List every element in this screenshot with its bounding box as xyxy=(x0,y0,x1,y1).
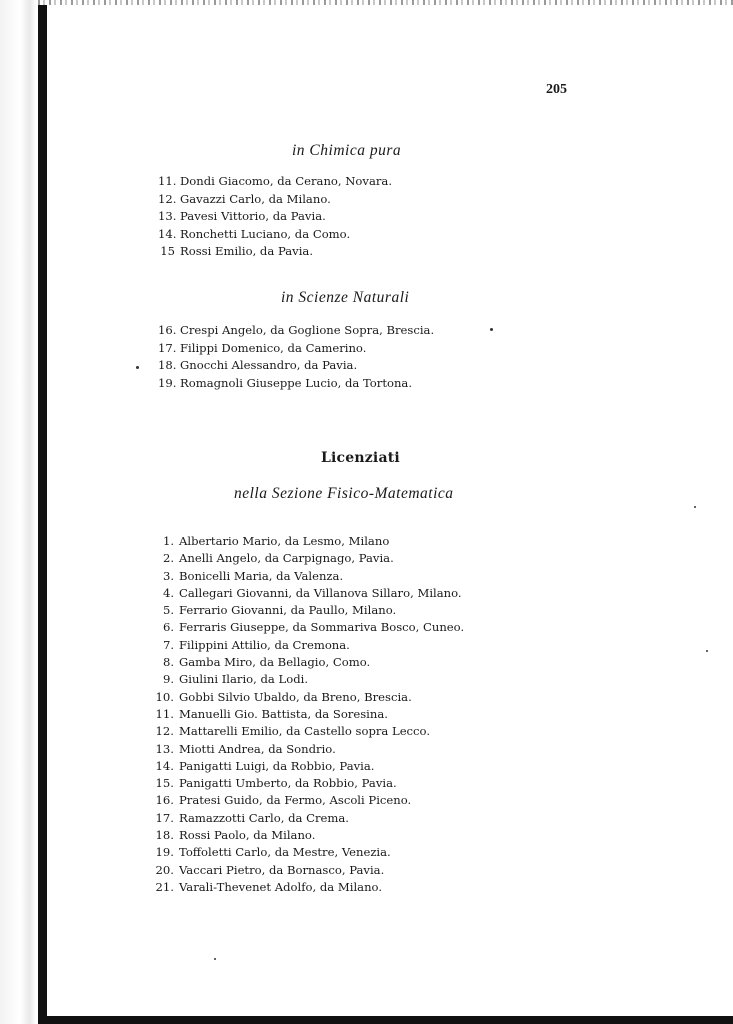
item-text: Dondi Giacomo, da Cerano, Novara. xyxy=(180,174,393,188)
list-item xyxy=(158,173,392,191)
item-number: 11. xyxy=(158,174,177,188)
item-number: 14. xyxy=(158,226,177,241)
list-item xyxy=(150,585,464,602)
licenziati-list xyxy=(150,533,464,896)
list-item xyxy=(150,862,464,879)
item-number: 12. xyxy=(155,724,174,739)
list-item xyxy=(158,208,392,226)
item-number: 13. xyxy=(158,209,177,223)
list-item xyxy=(150,568,464,585)
item-text: Gnocchi Alessandro, da Pavia. xyxy=(180,358,358,372)
item-text: Ferrario Giovanni, da Paullo, Milano. xyxy=(179,603,397,618)
item-text: Ronchetti Luciano, da Como. xyxy=(180,226,351,241)
item-text: Bonicelli Maria, da Valenza. xyxy=(179,568,344,583)
item-number: 16. xyxy=(155,793,174,808)
item-text: Gamba Miro, da Bellagio, Como. xyxy=(179,655,371,670)
item-text: Pavesi Vittorio, da Pavia. xyxy=(180,209,326,223)
section-heading-chimica: in Chimica pura xyxy=(292,142,402,159)
list-item xyxy=(158,357,434,375)
list-item xyxy=(150,619,464,636)
page-binding-edge xyxy=(38,0,47,1024)
list-item xyxy=(158,340,434,358)
item-text: Anelli Angelo, da Carpignago, Pavia. xyxy=(179,551,394,566)
item-number: 9. xyxy=(162,672,174,687)
item-number: 10. xyxy=(155,689,174,704)
item-text: Ramazzotti Carlo, da Crema. xyxy=(179,810,349,825)
item-text: Vaccari Pietro, da Bornasco, Pavia. xyxy=(179,862,385,877)
scienze-list xyxy=(158,322,434,392)
item-number: 14. xyxy=(155,758,174,773)
list-item xyxy=(150,671,464,688)
item-text: Giulini Ilario, da Lodi. xyxy=(179,672,309,687)
item-number: 18. xyxy=(155,828,174,843)
scan-speck xyxy=(214,958,216,960)
item-number: 2. xyxy=(162,551,174,566)
page-top-edge xyxy=(38,0,733,5)
item-text: Crespi Angelo, da Goglione Sopra, Brescia. xyxy=(180,323,435,337)
item-text: Mattarelli Emilio, da Castello sopra Lecco. xyxy=(179,724,431,739)
item-number: 20. xyxy=(155,862,174,877)
item-text: Pratesi Guido, da Fermo, Ascoli Piceno. xyxy=(179,793,412,808)
item-number: 19. xyxy=(155,845,174,860)
list-item xyxy=(150,550,464,567)
scan-speck xyxy=(706,650,708,652)
item-number: 11. xyxy=(155,706,174,721)
list-item xyxy=(150,758,464,775)
item-text: Miotti Andrea, da Sondrio. xyxy=(179,741,336,756)
list-item xyxy=(158,375,434,393)
item-number: 19. xyxy=(158,375,177,390)
list-item xyxy=(158,243,392,261)
list-item xyxy=(150,775,464,792)
licenziati-heading: Licenziati xyxy=(321,450,400,466)
item-number: 5. xyxy=(162,603,174,618)
scan-speck xyxy=(694,506,696,508)
scan-speck xyxy=(136,366,139,369)
item-text: Albertario Mario, da Lesmo, Milano xyxy=(179,534,390,548)
item-number: 1. xyxy=(162,534,174,548)
item-number: 21. xyxy=(155,879,174,894)
list-item xyxy=(150,792,464,809)
item-number: 13. xyxy=(155,741,174,756)
item-number: 18. xyxy=(158,358,177,372)
item-number: 6. xyxy=(162,620,174,635)
item-text: Rossi Emilio, da Pavia. xyxy=(180,244,313,258)
page-bottom-edge xyxy=(38,1016,733,1024)
item-text: Filippi Domenico, da Camerino. xyxy=(180,340,367,355)
item-number: 4. xyxy=(162,585,174,600)
item-number: 15 xyxy=(160,244,175,258)
item-number: 12. xyxy=(158,191,177,206)
list-item xyxy=(150,723,464,740)
list-item xyxy=(150,810,464,827)
list-item xyxy=(150,844,464,861)
item-text: Panigatti Luigi, da Robbio, Pavia. xyxy=(179,758,375,773)
list-item xyxy=(150,879,464,896)
item-text: Manuelli Gio. Battista, da Soresina. xyxy=(179,706,388,721)
list-item xyxy=(150,689,464,706)
scan-speck xyxy=(490,328,493,331)
item-number: 7. xyxy=(162,637,174,652)
list-item xyxy=(150,602,464,619)
item-text: Ferraris Giuseppe, da Sommariva Bosco, Cuneo. xyxy=(179,620,465,635)
page-number: 205 xyxy=(546,82,567,97)
item-text: Romagnoli Giuseppe Lucio, da Tortona. xyxy=(180,375,413,390)
list-item xyxy=(150,654,464,671)
licenziati-subheading: nella Sezione Fisico-Matematica xyxy=(234,485,454,502)
item-text: Panigatti Umberto, da Robbio, Pavia. xyxy=(179,776,397,791)
item-number: 17. xyxy=(158,340,177,355)
list-item xyxy=(158,226,392,244)
item-number: 16. xyxy=(158,323,177,337)
item-text: Varali-Thevenet Adolfo, da Milano. xyxy=(179,879,383,894)
list-item xyxy=(150,827,464,844)
list-item xyxy=(150,637,464,654)
item-number: 8. xyxy=(162,655,174,670)
list-item xyxy=(158,322,434,340)
list-item xyxy=(150,706,464,723)
item-text: Rossi Paolo, da Milano. xyxy=(179,828,316,843)
item-text: Toffoletti Carlo, da Mestre, Venezia. xyxy=(179,845,391,860)
item-text: Callegari Giovanni, da Villanova Sillaro, Milano. xyxy=(179,585,462,600)
item-text: Gavazzi Carlo, da Milano. xyxy=(180,191,331,206)
scan-left-margin xyxy=(0,0,36,1024)
list-item xyxy=(150,533,464,550)
list-item xyxy=(158,191,392,209)
list-item xyxy=(150,741,464,758)
item-text: Filippini Attilio, da Cremona. xyxy=(179,637,350,652)
item-number: 3. xyxy=(162,568,174,583)
item-number: 15. xyxy=(155,776,174,791)
chimica-list xyxy=(158,173,392,261)
item-number: 17. xyxy=(155,810,174,825)
section-heading-scienze: in Scienze Naturali xyxy=(281,289,410,306)
item-text: Gobbi Silvio Ubaldo, da Breno, Brescia. xyxy=(179,689,412,704)
